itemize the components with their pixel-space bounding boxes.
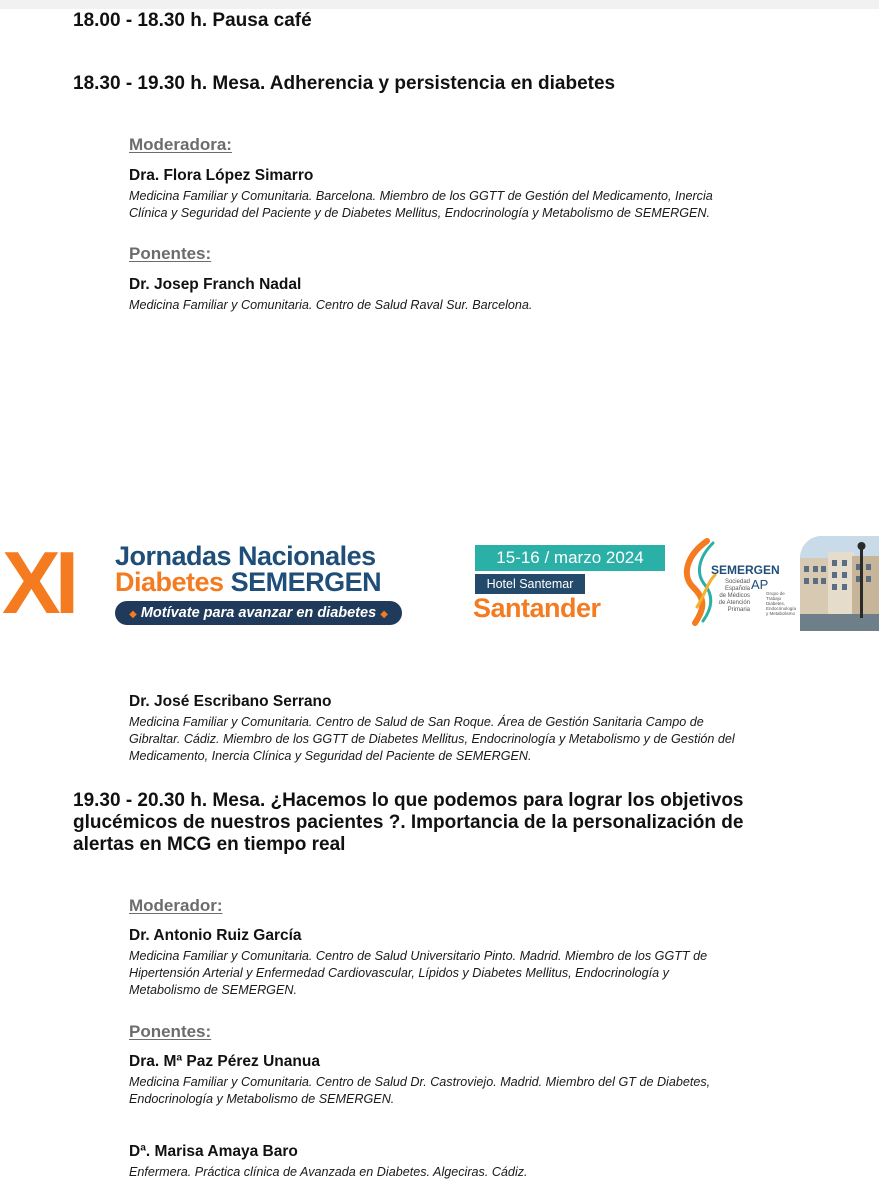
moderator-description: Medicina Familiar y Comunitaria. Barcelona. Miembro de los GGTT de Gestión del Medicamento, Inercia Clínica y Seguridad del Paciente y de Diabetes Mellitus, Endocrinología y Metabolismo de SEMERGEN. <box>129 189 713 220</box>
santander-photo <box>800 536 879 631</box>
moderator-name: Dra. Flora López Simarro <box>129 167 314 184</box>
banner-tagline: ◆ Motívate para avanzar en diabetes ◆ <box>115 601 402 625</box>
moderator-label: Moderador: <box>129 896 223 915</box>
speakers-label: Ponentes: <box>129 244 212 263</box>
logo-name: SEMERGEN <box>711 563 780 577</box>
speaker-description: Enfermera. Práctica clínica de Avanzada en Diabetes. Algeciras. Cádiz. <box>129 1165 528 1179</box>
speaker-name: Dª. Marisa Amaya Baro <box>129 1143 298 1160</box>
session-title-mesa-adherencia: 18.30 - 19.30 h. Mesa. Adherencia y persistencia en diabetes <box>73 73 616 94</box>
banner-title-line1: Jornadas Nacionales <box>115 541 376 571</box>
speaker-name: Dr. José Escribano Serrano <box>129 693 332 710</box>
speaker-description: Medicina Familiar y Comunitaria. Centro de Salud Raval Sur. Barcelona. <box>129 298 533 312</box>
session-title-pausa: 18.00 - 18.30 h. Pausa café <box>73 10 312 31</box>
speakers-label: Ponentes: <box>129 1022 212 1041</box>
top-strip <box>0 0 879 9</box>
speaker-name: Dr. Josep Franch Nadal <box>129 276 302 293</box>
banner-roman-numeral: XI <box>2 533 74 632</box>
event-banner <box>0 531 879 635</box>
logo-ap: AP <box>751 577 769 592</box>
banner-title-line2: Diabetes SEMERGEN <box>115 567 382 597</box>
moderator-description: Medicina Familiar y Comunitaria. Centro de Salud Universitario Pinto. Madrid. Miembro de los GGTT de Hipertensión Arterial y Enfermedad Cardiovascular, Lípidos y Diabetes Mellitus, Endocrinología y Metabolismo de SEMERGEN. <box>129 949 708 997</box>
moderator-name: Dr. Antonio Ruiz García <box>129 927 302 944</box>
logo-group-text: Grupo de Trabajo Diabetes, Endocrinología y Metabolismo <box>766 591 797 616</box>
logo-subtitle: Sociedad Española de Médicos de Atención Primaria <box>718 579 750 613</box>
banner-hotel: Hotel Santemar <box>475 574 585 594</box>
banner-city: Santander <box>473 593 601 623</box>
moderator-label: Moderadora: <box>129 135 232 154</box>
speaker-description: Medicina Familiar y Comunitaria. Centro de Salud de San Roque. Área de Gestión Sanitaria Campo de Gibraltar. Cádiz. Miembro de los GGTT de Diabetes Mellitus, Endocrinología y Metabolismo y de Gestión del Medicamento, Inercia Clínica y Seguridad del Paciente de SEMERGEN. <box>129 715 735 763</box>
session-title-mesa-mcg: 19.30 - 20.30 h. Mesa. ¿Hacemos lo que podemos para lograr los objetivos glucémicos de nuestros pacientes ?. Importancia de la personalización de alertas en MCG en tiempo real <box>73 790 744 855</box>
speaker-name: Dra. Mª Paz Pérez Unanua <box>129 1053 320 1070</box>
speaker-description: Medicina Familiar y Comunitaria. Centro de Salud Dr. Castroviejo. Madrid. Miembro del GT de Diabetes, Endocrinología y Metabolismo de SEMERGEN. <box>129 1075 711 1106</box>
banner-dates: 15-16 / marzo 2024 <box>475 545 665 571</box>
